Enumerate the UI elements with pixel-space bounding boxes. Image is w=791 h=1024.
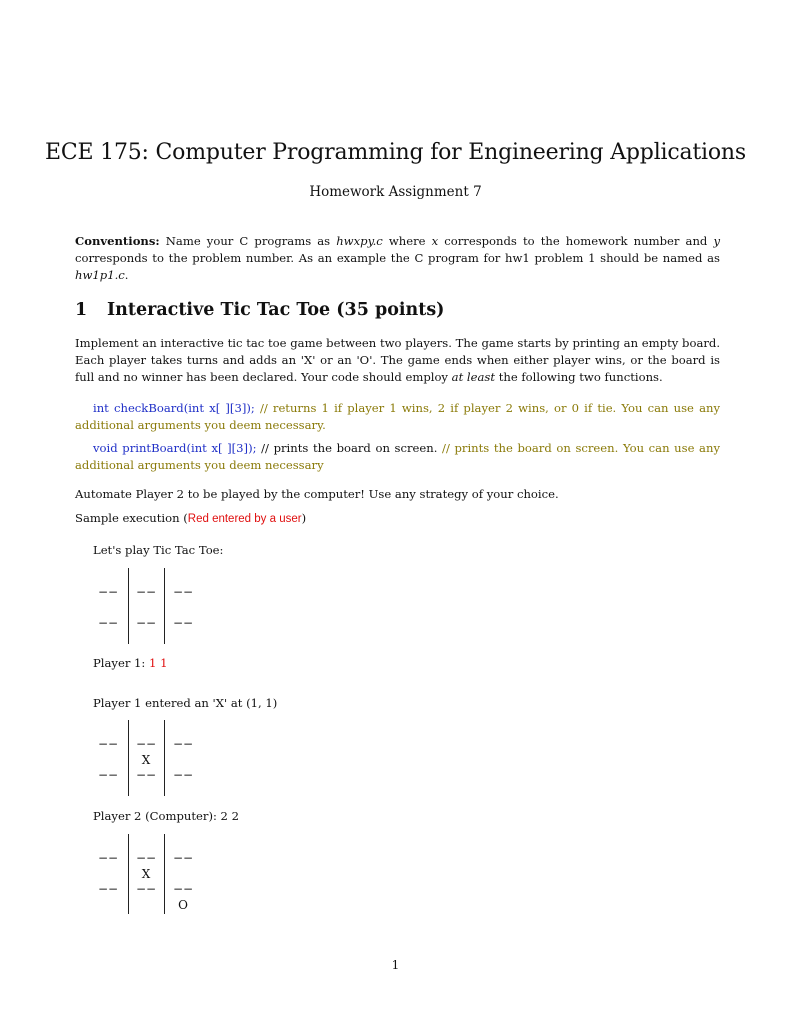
board-cell: −− <box>135 737 157 751</box>
checkboard-signature: int checkBoard(int x[ ][3]); <box>93 401 255 415</box>
printboard-signature: void printBoard(int x[ ][3]); <box>93 441 257 455</box>
board-divider <box>164 720 165 796</box>
board-cell: −− <box>97 851 119 865</box>
filename-example: hw1p1.c <box>75 268 125 282</box>
filename-pattern: hwxpy.c <box>336 234 383 248</box>
board-cell: −− <box>172 882 194 896</box>
conventions-text: . <box>124 268 129 282</box>
intro-emphasis: at least <box>451 370 496 384</box>
sample-red-note: Red entered by a user <box>187 513 302 525</box>
board-o-mark: O <box>178 898 188 912</box>
board-cell: −− <box>172 768 194 782</box>
section-number: 1 <box>75 300 88 320</box>
board-cell: −− <box>97 882 119 896</box>
board-cell: −− <box>97 616 119 630</box>
variable-x: x <box>431 234 439 248</box>
player1-input: 1 1 <box>149 656 168 670</box>
section-title: Interactive Tic Tac Toe (35 points) <box>107 300 445 320</box>
board-cell: −− <box>135 585 157 599</box>
conventions-text: Name your C programs as <box>159 234 337 248</box>
function-checkboard <box>75 400 720 434</box>
board-cell: −− <box>172 737 194 751</box>
page-number: 1 <box>391 958 400 972</box>
sample-text: Sample execution ( <box>75 511 188 525</box>
conventions-text: corresponds to the problem number. As an example the C program for hw1 problem 1 should be named as <box>75 251 720 265</box>
sample-text: ) <box>301 511 307 525</box>
conventions-label: Conventions: <box>75 234 160 248</box>
player1-prompt-line <box>93 655 393 672</box>
board-divider <box>128 720 129 796</box>
intro-paragraph <box>75 335 720 386</box>
document-title: ECE 175: Computer Programming for Engineering Applications <box>45 140 746 165</box>
board-x-mark: X <box>141 867 151 881</box>
intro-text: the following two functions. <box>495 370 663 384</box>
board-cell: −− <box>97 768 119 782</box>
board-cell: −− <box>135 616 157 630</box>
printboard-plain: // prints the board on screen. <box>256 441 443 455</box>
board-divider <box>164 834 165 914</box>
variable-y: y <box>713 234 720 248</box>
printboard-comment: // prints the board on screen. You can use any additional arguments you deem necessary <box>75 441 720 472</box>
automate-text: Automate Player 2 to be played by the computer! Use any strategy of your choice. <box>75 487 559 501</box>
player1-prompt: Player 1: <box>93 656 150 670</box>
document-subtitle: Homework Assignment 7 <box>309 184 482 200</box>
session-start: Let's play Tic Tac Toe: <box>93 543 224 557</box>
conventions-paragraph <box>75 233 720 284</box>
board-divider <box>128 568 129 644</box>
conventions-text: where <box>382 234 432 248</box>
board-cell: −− <box>172 585 194 599</box>
player1-entered: Player 1 entered an 'X' at (1, 1) <box>93 696 278 710</box>
board-cell: −− <box>135 882 157 896</box>
section-heading <box>75 300 444 320</box>
board-divider <box>128 834 129 914</box>
function-printboard <box>75 440 720 474</box>
board-divider <box>164 568 165 644</box>
board-cell: −− <box>135 768 157 782</box>
player2-prompt: Player 2 (Computer): 2 2 <box>93 809 239 823</box>
board-x-mark: X <box>141 753 151 767</box>
board-cell: −− <box>172 851 194 865</box>
checkboard-comment: // returns 1 if player 1 wins, 2 if player 2 wins, or 0 if tie. You can use any additional arguments you deem necessary. <box>75 401 720 432</box>
intro-text: Implement an interactive tic tac toe game between two players. The game starts by printing an empty board. Each player takes turns and adds an 'X' or an 'O'. The game ends when either player wins, or the board is full and no winner has been declared. Your code should employ <box>75 336 720 384</box>
board-cell: −− <box>172 616 194 630</box>
board-cell: −− <box>97 737 119 751</box>
board-cell: −− <box>97 585 119 599</box>
board-cell: −− <box>135 851 157 865</box>
sample-execution-label <box>75 510 720 528</box>
conventions-text: corresponds to the homework number and <box>438 234 714 248</box>
